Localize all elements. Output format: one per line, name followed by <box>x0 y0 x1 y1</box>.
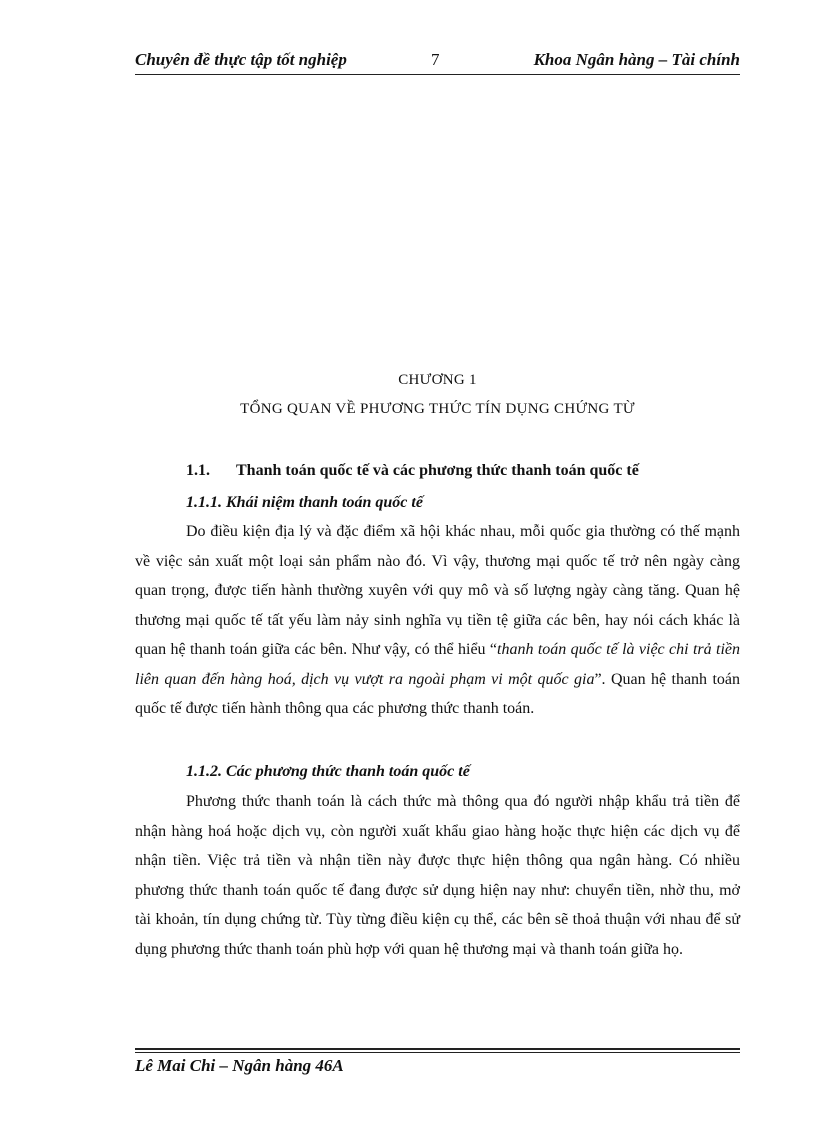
chapter-label: CHƯƠNG 1 <box>398 372 477 388</box>
page-header <box>135 48 740 75</box>
section-number: 1.1. <box>186 462 210 479</box>
subsection-heading-1-1-2: 1.1.2. Các phương thức thanh toán quốc tế <box>186 763 470 780</box>
paragraph-1-1-1 <box>135 517 740 724</box>
quoted-definition: thanh toán quốc tế là việc chi trả tiền liên quan đến hàng hoá, dịch vụ vượt ra ngoài phạm vi một quốc gia <box>135 641 740 688</box>
footer-author: Lê Mai Chi – Ngân hàng 46A <box>135 1056 344 1075</box>
section-title: Thanh toán quốc tế và các phương thức thanh toán quốc tế <box>236 462 639 479</box>
chapter-title: TỔNG QUAN VỀ PHƯƠNG THỨC TÍN DỤNG CHỨNG TỪ <box>240 401 635 417</box>
paragraph-text: Do điều kiện địa lý và đặc điểm xã hội khác nhau, mỗi quốc gia thường có thế mạnh về việc sản xuất một loại sản phẩm nào đó. Vì vậy, thương mại quốc tế trở nên ngày càng quan trọng, được tiến hành thường xuyên với quy mô và số lượng ngày càng tăng. Quan hệ thương mại quốc tế tất yếu làm nảy sinh nghĩa vụ tiền tệ giữa các bên, hay nói cách khác là quan hệ thanh toán giữa các bên. Như vậy, có thể hiểu “ <box>135 523 740 658</box>
paragraph-text-end: ”. Quan hệ thanh toán quốc tế được tiến hành thông qua các phương thức thanh toán. <box>135 670 740 717</box>
subsection-heading-1-1-1: 1.1.1. Khái niệm thanh toán quốc tế <box>186 494 423 511</box>
footer-rule-thin <box>135 1052 740 1053</box>
page-footer <box>135 1048 740 1075</box>
header-document-title: Chuyên đề thực tập tốt nghiệp <box>135 50 347 69</box>
header-department: Khoa Ngân hàng – Tài chính <box>533 50 740 69</box>
paragraph-1-1-2: Phương thức thanh toán là cách thức mà thông qua đó người nhập khẩu trả tiền để nhận hàng hoá hoặc dịch vụ, còn người xuất khẩu giao hàng hoặc thực hiện các dịch vụ để nhận tiền. Việc trả tiền và nhận tiền này được thực hiện thông qua ngân hàng. Có nhiều phương thức thanh toán quốc tế đang được sử dụng hiện nay như: chuyển tiền, nhờ thu, mở tài khoản, tín dụng chứng từ. Tùy từng điều kiện cụ thể, các bên sẽ thoả thuận với nhau để sử dụng phương thức thanh toán phù hợp với quan hệ thương mại và thanh toán giữa họ. <box>135 793 740 958</box>
header-page-number: 7 <box>431 50 440 69</box>
footer-rule <box>135 1048 740 1050</box>
